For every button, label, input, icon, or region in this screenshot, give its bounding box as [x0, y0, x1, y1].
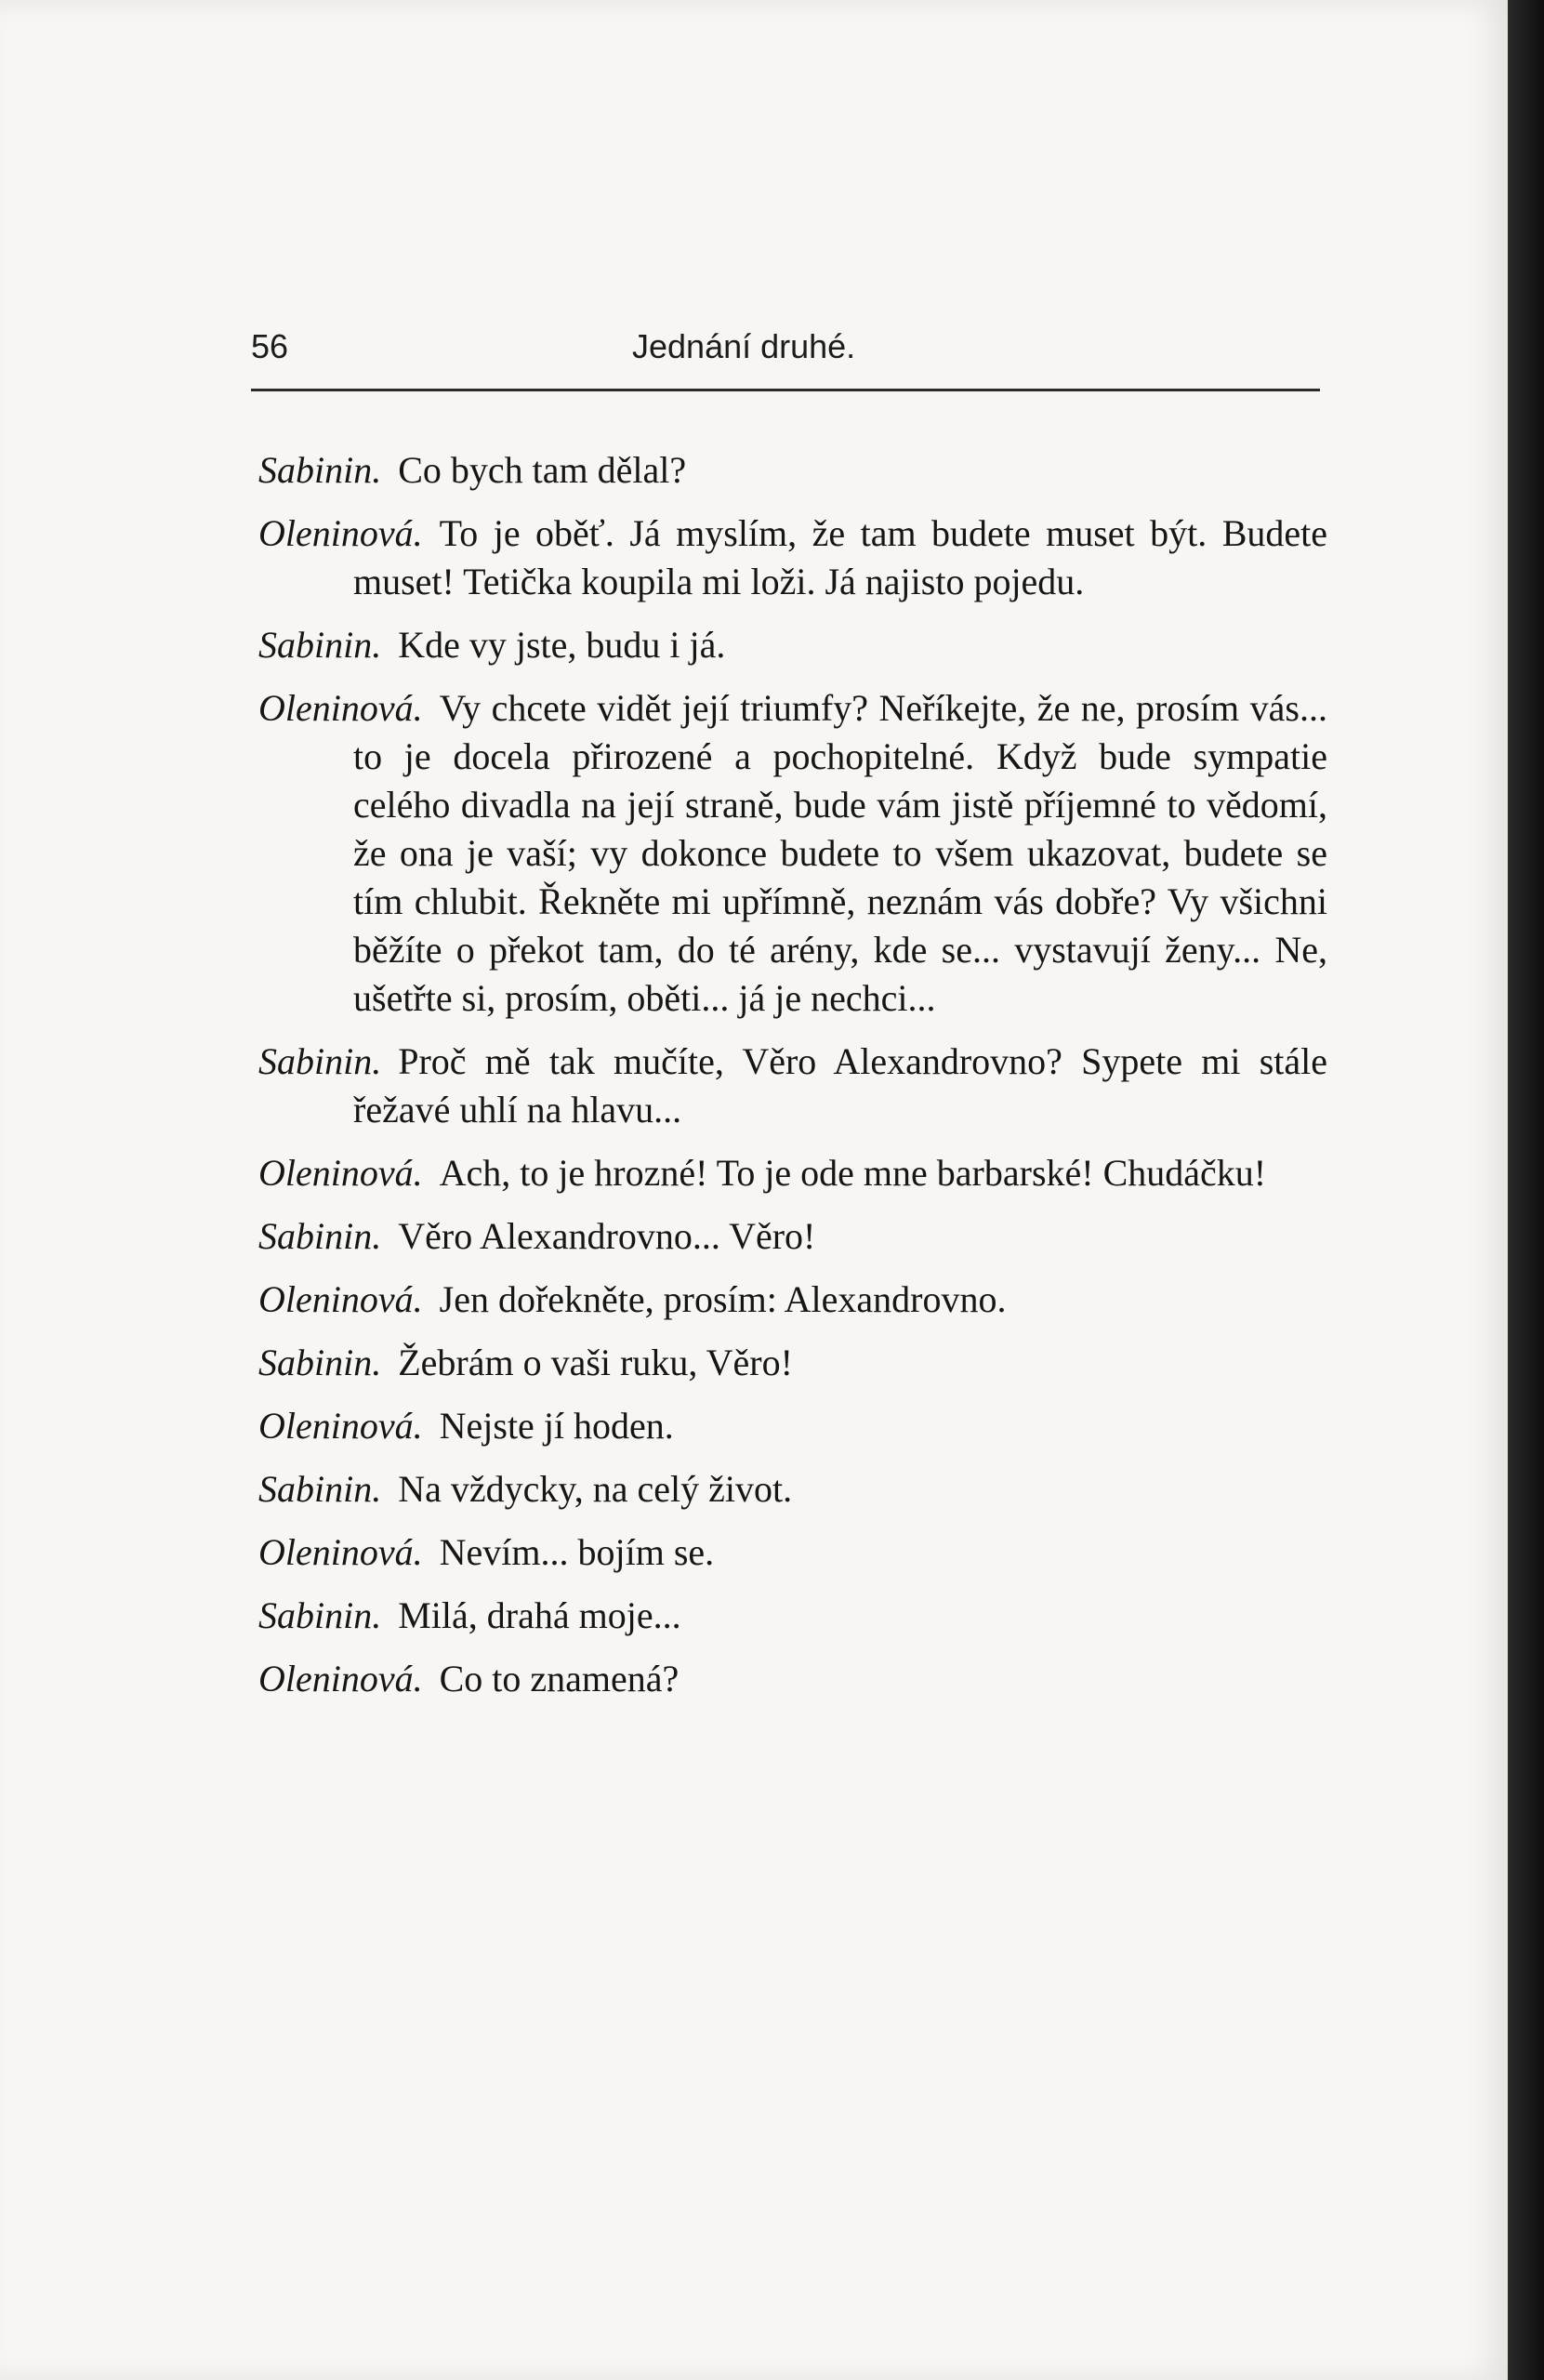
speaker-name: Oleninová.	[258, 1152, 423, 1194]
speech-text: Ach, to je hrozné! To je ode mne barbarské! Chudáčku!	[439, 1152, 1267, 1194]
speaker-name: Sabinin.	[258, 1594, 382, 1636]
speaker-name: Sabinin.	[258, 1468, 382, 1510]
speaker-name: Sabinin.	[258, 1215, 382, 1257]
speech-line	[258, 1655, 1327, 1703]
speech-line	[258, 1402, 1327, 1450]
speech-line	[258, 509, 1327, 606]
speaker-name: Oleninová.	[258, 1278, 423, 1320]
speaker-name: Oleninová.	[258, 687, 423, 729]
speech-text: Na vždycky, na celý život.	[398, 1468, 793, 1510]
page-number: 56	[251, 327, 289, 365]
page-header	[251, 327, 1320, 383]
speaker-name: Sabinin.	[258, 624, 382, 666]
speech-line	[258, 446, 1327, 495]
speech-text: Kde vy jste, budu i já.	[398, 624, 726, 666]
speech-text: Věro Alexandrovno... Věro!	[398, 1215, 816, 1257]
speech-text: Co to znamená?	[439, 1658, 680, 1699]
speech-line	[258, 1465, 1327, 1514]
speech-text: Vy chcete vidět její triumfy? Neříkejte, že ne, prosím vás... to je docela přirozené a pochopitelné. Když bude sympatie celého divadla na její straně, bude vám jistě příjemné to vědomí, že ona je vaší; vy dokonce budete to všem ukazovat, budete se tím chlubit. Řekněte mi upřímně, neznám vás dobře? Vy všichni běžíte o překot tam, do té arény, kde se... vystavují ženy... Ne, ušetřte si, prosím, oběti... já je nechci...	[353, 687, 1327, 1019]
speech-text: Žebrám o vaši ruku, Věro!	[398, 1342, 793, 1383]
speech-text: Proč mě tak mučíte, Věro Alexandrovno? Sypete mi stále řežavé uhlí na hlavu...	[353, 1040, 1327, 1130]
dialogue-text	[258, 446, 1327, 1718]
page-edge-shadow	[1508, 0, 1544, 2380]
speaker-name: Oleninová.	[258, 512, 423, 554]
speech-line	[258, 1212, 1327, 1261]
header-rule	[251, 389, 1320, 391]
speech-text: To je oběť. Já myslím, že tam budete muset být. Budete muset! Tetička koupila mi loži. Já najisto pojedu.	[353, 512, 1327, 602]
speech-line	[258, 684, 1327, 1023]
speaker-name: Oleninová.	[258, 1658, 423, 1699]
speaker-name: Oleninová.	[258, 1531, 423, 1573]
speech-text: Milá, drahá moje...	[398, 1594, 681, 1636]
speech-line	[258, 1038, 1327, 1134]
speech-line	[258, 1339, 1327, 1387]
speaker-name: Sabinin.	[258, 449, 382, 491]
speech-text: Nevím... bojím se.	[439, 1531, 715, 1573]
speech-line	[258, 621, 1327, 669]
running-title: Jednání druhé.	[632, 327, 856, 365]
speech-text: Co bych tam dělal?	[398, 449, 687, 491]
speaker-name: Oleninová.	[258, 1405, 423, 1447]
speech-line	[258, 1149, 1327, 1197]
speech-line	[258, 1276, 1327, 1324]
speech-text: Nejste jí hoden.	[439, 1405, 674, 1447]
speech-line	[258, 1592, 1327, 1640]
speech-line	[258, 1528, 1327, 1577]
speaker-name: Sabinin.	[258, 1342, 382, 1383]
speech-text: Jen dořekněte, prosím: Alexandrovno.	[439, 1278, 1007, 1320]
speaker-name: Sabinin.	[258, 1040, 382, 1082]
